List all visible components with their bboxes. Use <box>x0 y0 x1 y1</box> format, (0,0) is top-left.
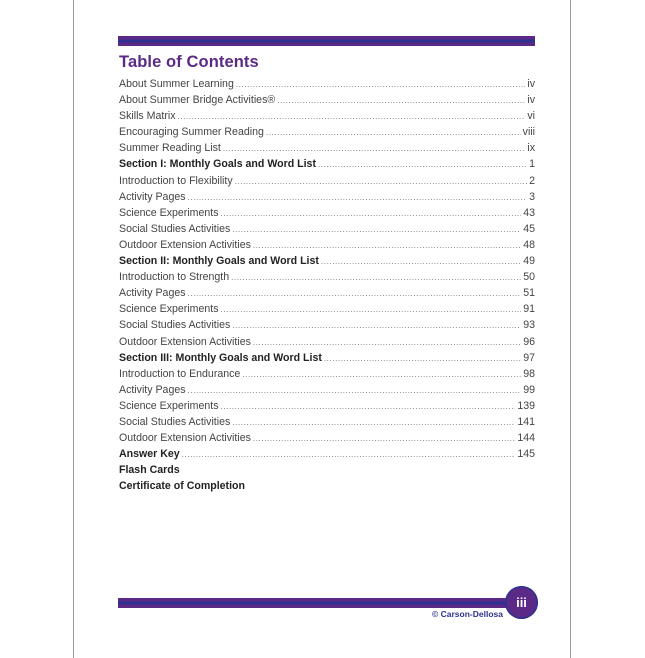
toc-entry-label: Introduction to Endurance <box>119 367 241 380</box>
toc-entry <box>119 126 535 142</box>
toc-entry-label: Skills Matrix <box>119 110 176 123</box>
toc-leader-dots <box>253 338 521 347</box>
toc-entry <box>119 464 535 480</box>
toc-entry-page: 144 <box>517 432 535 445</box>
toc-entry-page: 91 <box>523 303 535 316</box>
toc-leader-dots <box>178 112 526 121</box>
toc-entry-page: 141 <box>517 415 535 428</box>
toc-entry-label: Summer Reading List <box>119 142 221 155</box>
toc-entry <box>119 94 535 110</box>
toc-entry-page: vi <box>527 110 535 123</box>
toc-entry-label: Introduction to Strength <box>119 271 230 284</box>
toc-entry-page: iv <box>527 78 535 90</box>
toc-entry-page: iv <box>527 94 535 107</box>
toc-leader-dots <box>221 402 516 411</box>
toc-entry <box>119 480 535 496</box>
toc-entry-label: Science Experiments <box>119 303 219 316</box>
toc-entry <box>119 352 535 368</box>
toc-entry <box>119 223 535 239</box>
toc-leader-dots <box>236 80 526 89</box>
toc-leader-dots <box>324 354 521 363</box>
toc-leader-dots <box>223 144 525 153</box>
toc-entry <box>119 448 535 464</box>
toc-entry-page: 98 <box>523 367 535 380</box>
toc-leader-dots <box>188 289 522 298</box>
toc-entry <box>119 191 535 207</box>
toc-entry-page: 93 <box>523 319 535 332</box>
toc-entry <box>119 78 535 94</box>
toc-entry-label: Outdoor Extension Activities <box>119 238 251 251</box>
toc-entry-page: ix <box>527 142 535 155</box>
toc-leader-dots <box>253 241 521 250</box>
toc-entry-page: 3 <box>529 190 535 203</box>
toc-leader-dots <box>253 434 515 443</box>
toc-entry <box>119 255 535 271</box>
toc-entry-label: About Summer Learning <box>119 78 234 90</box>
toc-entry-label: Section II: Monthly Goals and Word List <box>119 255 319 268</box>
toc-entry-page: 51 <box>523 287 535 300</box>
toc-entry <box>119 368 535 384</box>
toc-entry-label: Activity Pages <box>119 383 186 396</box>
toc-entry-label: Encouraging Summer Reading <box>119 126 264 139</box>
toc-entry <box>119 319 535 335</box>
toc-entry-label: Section III: Monthly Goals and Word List <box>119 351 322 364</box>
toc-entry-label: Section I: Monthly Goals and Word List <box>119 158 316 171</box>
toc-leader-dots <box>232 321 521 330</box>
toc-entry <box>119 303 535 319</box>
toc-entry <box>119 142 535 158</box>
toc-entry <box>119 175 535 191</box>
toc-list <box>119 78 535 496</box>
toc-entry <box>119 207 535 223</box>
toc-entry-label: Activity Pages <box>119 287 186 300</box>
toc-entry-page: 99 <box>523 383 535 396</box>
toc-leader-dots <box>266 128 521 137</box>
toc-leader-dots <box>242 370 521 379</box>
toc-entry-label: Outdoor Extension Activities <box>119 432 251 445</box>
toc-leader-dots <box>277 96 525 105</box>
toc-entry-label: Introduction to Flexibility <box>119 174 233 187</box>
toc-entry-label: Answer Key <box>119 448 180 461</box>
toc-leader-dots <box>232 418 515 427</box>
toc-entry <box>119 271 535 287</box>
toc-entry-page: 50 <box>523 271 535 284</box>
toc-entry-page: 145 <box>517 448 535 461</box>
toc-entry-label: Certificate of Completion <box>119 480 245 493</box>
page-number-badge: iii <box>505 586 538 619</box>
toc-entry <box>119 110 535 126</box>
toc-entry-page: viii <box>522 126 535 139</box>
toc-leader-dots <box>188 193 528 202</box>
toc-leader-dots <box>188 386 522 395</box>
toc-entry-label: Social Studies Activities <box>119 222 231 235</box>
toc-entry-page: 43 <box>523 206 535 219</box>
toc-leader-dots <box>235 177 527 186</box>
toc-leader-dots <box>221 209 522 218</box>
toc-leader-dots <box>318 160 527 169</box>
toc-entry-page: 139 <box>517 399 535 412</box>
toc-entry-label: Outdoor Extension Activities <box>119 335 251 348</box>
toc-entry <box>119 239 535 255</box>
toc-entry <box>119 384 535 400</box>
page-title: Table of Contents <box>119 53 259 71</box>
toc-entry-label: Social Studies Activities <box>119 415 231 428</box>
toc-entry-label: Social Studies Activities <box>119 319 231 332</box>
toc-entry-page: 45 <box>523 222 535 235</box>
toc-entry-page: 49 <box>523 255 535 268</box>
toc-entry-page: 1 <box>529 158 535 171</box>
toc-leader-dots <box>321 257 521 266</box>
toc-entry-label: About Summer Bridge Activities® <box>119 94 276 107</box>
toc-entry-label: Flash Cards <box>119 464 180 477</box>
toc-entry-label: Science Experiments <box>119 399 219 412</box>
toc-entry <box>119 400 535 416</box>
toc-entry <box>119 432 535 448</box>
toc-leader-dots <box>231 273 521 282</box>
toc-entry-page: 2 <box>529 174 535 187</box>
copyright-text: © Carson-Dellosa <box>432 609 503 619</box>
toc-leader-dots <box>232 225 521 234</box>
header-rule <box>118 36 535 46</box>
toc-entry <box>119 158 535 174</box>
toc-entry-page: 48 <box>523 238 535 251</box>
toc-entry-page: 97 <box>523 351 535 364</box>
toc-entry-label: Activity Pages <box>119 190 186 203</box>
toc-entry <box>119 416 535 432</box>
toc-leader-dots <box>182 450 516 459</box>
toc-entry-page: 96 <box>523 335 535 348</box>
footer-rule <box>118 598 518 608</box>
toc-entry-label: Science Experiments <box>119 206 219 219</box>
toc-entry <box>119 287 535 303</box>
toc-leader-dots <box>221 305 522 314</box>
toc-entry <box>119 336 535 352</box>
